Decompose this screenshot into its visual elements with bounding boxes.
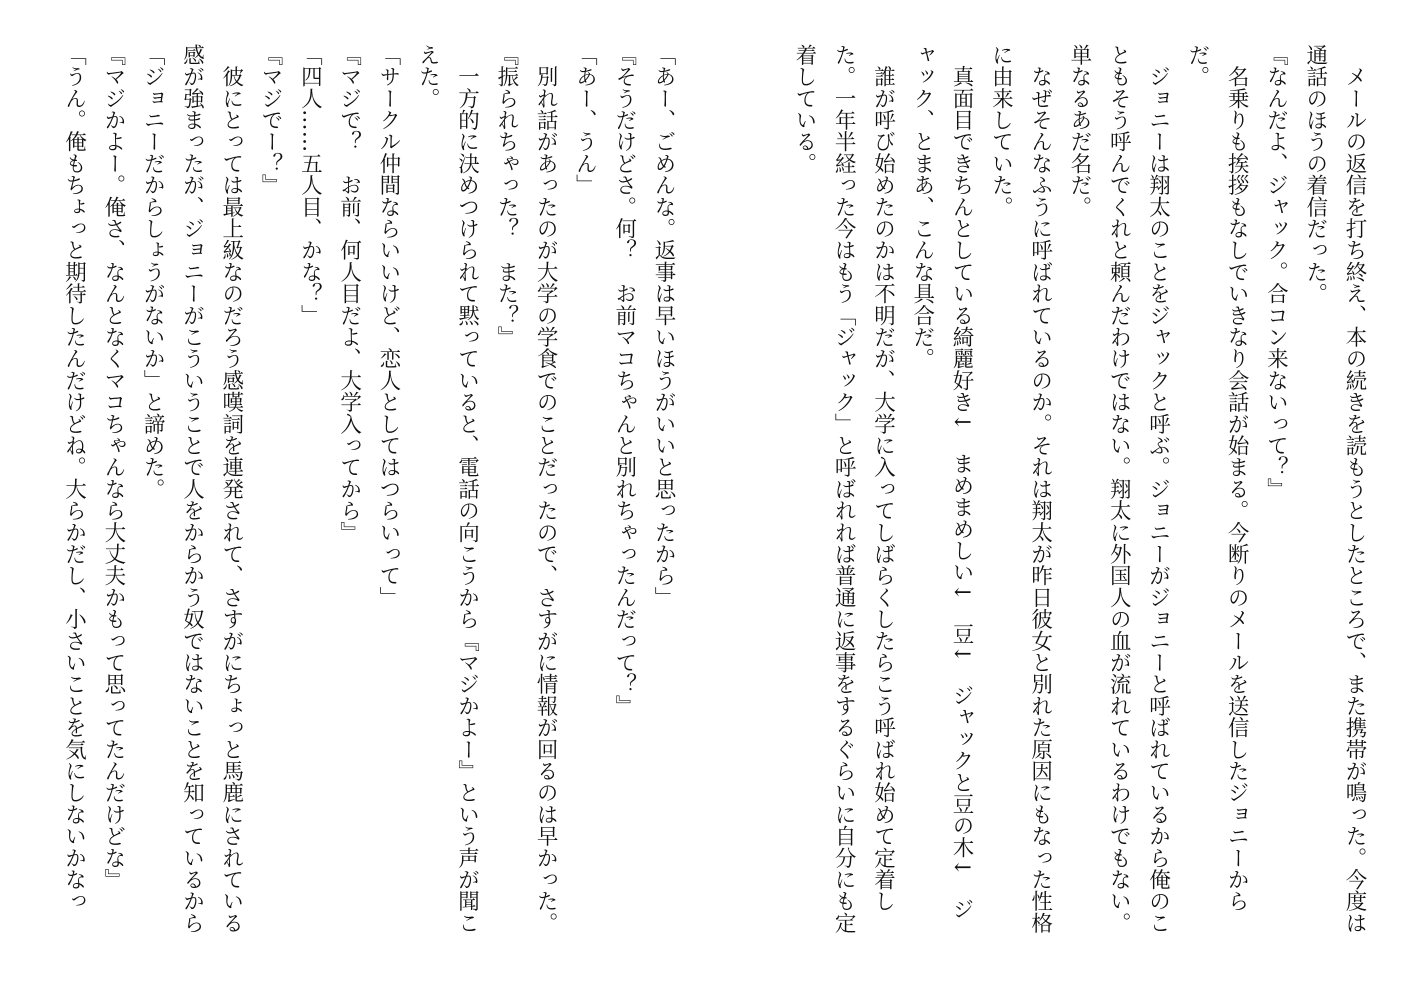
text-line: ジョニーは翔太のことをジャックと呼ぶ。ジョニーがジョニーと呼ばれているから俺のこ: [1145, 44, 1171, 934]
text-line: 通話のほうの着信だった。: [1302, 44, 1328, 305]
text-line: に由来していた。: [988, 44, 1014, 218]
text-line: 彼にとっては最上級なのだろう感嘆詞を連発されて、さすがにちょっと馬鹿にされている: [218, 44, 244, 934]
left-page-text: [54, 44, 683, 974]
text-line: 「四人……五人目、かな？」: [297, 44, 323, 327]
text-line: 「ジョニーだからしょうがないか」と諦めた。: [140, 44, 166, 500]
text-line: 誰が呼び始めたのかは不明だが、大学に入ってしばらくしたらこう呼ばれ始めて定着し: [870, 44, 896, 912]
text-line: 「あー、ごめんな。返事は早いほうがいいと思ったから」: [651, 44, 676, 609]
text-line: た。一年半経った今はもう「ジャック」と呼ばれれば普通に返事をするぐらいに自分にも定: [831, 44, 857, 934]
text-line: 感が強まったが、ジョニーがこういうことで人をからかう奴ではないことを知っているから: [179, 44, 205, 934]
text-line: 一方的に決めつけられて黙っていると、電話の向こうから『マジかよー』という声が聞こ: [454, 44, 480, 934]
text-line: 別れ話があったのが大学の学食でのことだったので、さすがに情報が回るのは早かった。: [533, 44, 559, 934]
text-line: なぜそんなふうに呼ばれているのか。それは翔太が昨日彼女と別れた原因にもなった性格: [1027, 44, 1053, 934]
text-line: だ。: [1184, 44, 1210, 88]
text-line: メールの返信を打ち終え、本の続きを読もうとしたところで、また携帯が鳴った。今度は: [1342, 44, 1367, 934]
text-line: ャック、とまあ、こんな具合だ。: [909, 44, 935, 370]
text-line: 単なるあだ名だ。: [1066, 44, 1092, 218]
text-line: 『マジかよー。俺さ、なんとなくマコちゃんなら大丈夫かもって思ってたんだけどな』: [100, 44, 126, 891]
text-line: 『なんだよ、ジャック。合コン来ないって？』: [1263, 44, 1289, 500]
right-page: [707, 0, 1414, 1000]
text-line: 「サークル仲間ならいいけど、恋人としてはつらいって」: [375, 44, 401, 609]
text-line: 『マジでー？』: [258, 44, 284, 196]
text-line: 真面目できちんとしている綺麗好き↓ まめまめしい↓ 豆↓ ジャックと豆の木↓ ジ: [949, 44, 975, 920]
text-line: 名乗りも挨拶もなしでいきなり会話が始まる。今断りのメールを送信したジョニーから: [1224, 44, 1250, 912]
text-line: 『マジで？ お前、何人目だよ、大学入ってから』: [336, 44, 362, 544]
text-line: 「あー、うん」: [572, 44, 598, 196]
text-line: えた。: [415, 44, 441, 110]
right-page-text: [785, 44, 1374, 974]
text-line: 着している。: [791, 44, 817, 175]
text-line: ともそう呼んでくれと頼んだわけではない。翔太に外国人の血が流れているわけでもない。: [1106, 44, 1132, 934]
text-line: 『振られちゃった？ また？』: [493, 44, 519, 348]
text-line: 「うん。俺もちょっと期待したんだけどね。大らかだし、小さいことを気にしないかなっ: [61, 44, 87, 912]
text-line: 『そうだけどさ。何？ お前マコちゃんと別れちゃったんだって？』: [611, 44, 637, 717]
